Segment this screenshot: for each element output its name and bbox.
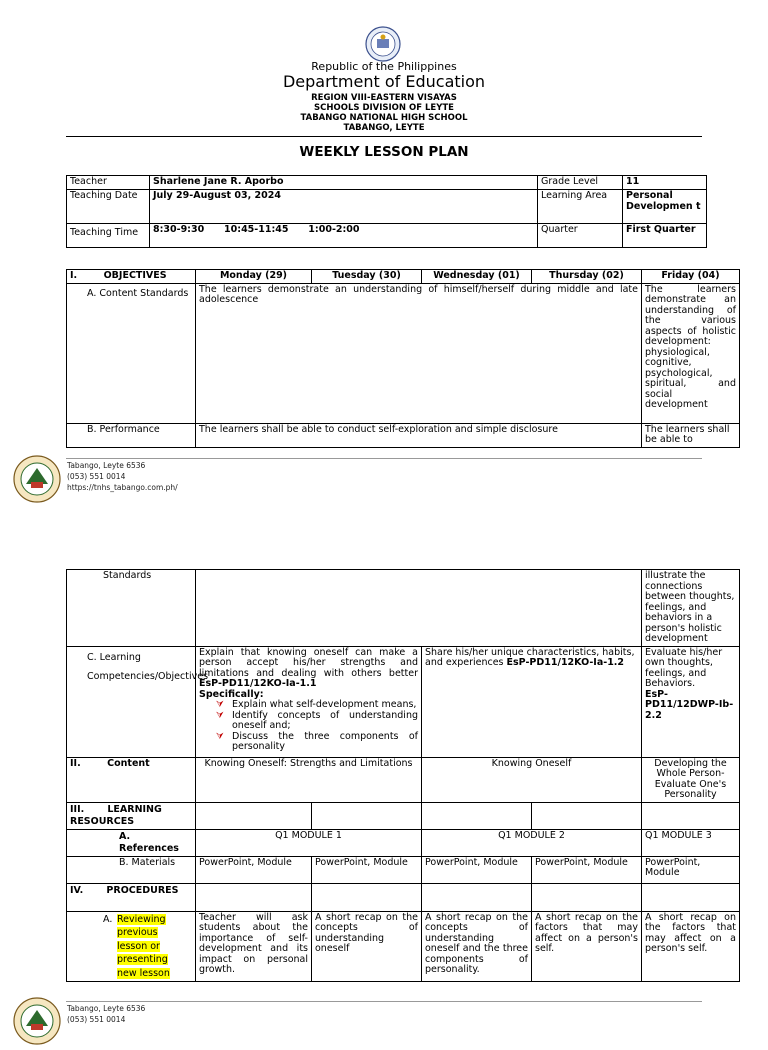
area-label: Learning Area	[538, 190, 623, 224]
area-value: Personal Developmen t	[623, 190, 707, 224]
resources-thu	[532, 802, 642, 829]
department-title: Department of Education	[282, 72, 486, 91]
doc-title: WEEKLY LESSON PLAN	[299, 144, 469, 160]
materials-wed: PowerPoint, Module	[422, 856, 532, 883]
col-monday: Monday (29)	[196, 270, 312, 284]
procedures-thu	[532, 883, 642, 911]
objectives-table	[66, 269, 740, 448]
info-table	[66, 175, 707, 248]
content-standards-fri: The learners demonstrate an understanding of the various aspects of holistic development: physiological, cognitive, psychological, spiritual, and social development	[642, 283, 740, 423]
procedures-wed	[422, 883, 532, 911]
footer-divider	[66, 458, 702, 459]
competencies-fri	[642, 646, 740, 757]
reviewing-thu: A short recap on the factors that may affect on a person's self.	[532, 911, 642, 982]
objective-bullet-1: Explain what self-development means,	[232, 699, 417, 710]
resources-tue	[312, 802, 422, 829]
footer-address: Tabango, Leyte 6536	[67, 461, 146, 470]
references-wed-thu: Q1 MODULE 2	[422, 829, 642, 856]
materials-fri: PowerPoint, Module	[642, 856, 740, 883]
objective-bullet-3: Discuss the three components of personality	[232, 730, 418, 752]
content-label: II. Content	[67, 757, 196, 802]
col-thursday: Thursday (02)	[532, 270, 642, 284]
competencies-wed-thu	[422, 646, 642, 757]
teacher-label: Teacher	[67, 176, 150, 190]
references-fri: Q1 MODULE 3	[642, 829, 740, 856]
reviewing-wed: A short recap on the concepts of understanding oneself and the three components of personality.	[422, 911, 532, 982]
competencies-wed-thu-text: Share his/her unique characteristics, habits, and experiences	[425, 646, 635, 668]
references-mon-tue: Q1 MODULE 1	[196, 829, 422, 856]
quarter-label: Quarter	[538, 224, 623, 248]
competencies-code-2: EsP-PD11/12KO-Ia-1.2	[506, 657, 625, 668]
performance-mon-thu-cont	[196, 570, 642, 647]
performance-mon-thu: The learners shall be able to conduct self-exploration and simple disclosure	[196, 423, 642, 447]
reviewing-lesson-text: Reviewing previous lesson or presenting new lesson	[117, 913, 170, 979]
performance-fri-cont: illustrate the connections between thoughts, feelings, and behaviors in a person's holistic development	[642, 570, 740, 647]
school-text: TABANGO NATIONAL HIGH SCHOOL	[300, 113, 468, 123]
region-text: REGION VIII-EASTERN VISAYAS	[311, 93, 457, 103]
content-standards-mon-thu: The learners demonstrate an understanding of himself/herself during middle and late adolescence	[196, 283, 642, 423]
objective-bullet-2: Identify concepts of understanding oneself and;	[232, 709, 418, 731]
col-objectives: I. OBJECTIVES	[67, 270, 196, 284]
procedures-mon	[196, 883, 312, 911]
materials-mon: PowerPoint, Module	[196, 856, 312, 883]
reviewing-tue: A short recap on the concepts of understanding oneself	[312, 911, 422, 982]
town-text: TABANGO, LEYTE	[343, 123, 425, 133]
competencies-fri-text: Evaluate his/her own thoughts, feelings, and Behaviors.	[645, 646, 723, 689]
teacher-value: Sharlene Jane R. Aporbo	[150, 176, 538, 190]
competencies-code-3: EsP-PD11/12DWP-Ib-2.2	[645, 688, 734, 721]
col-tuesday: Tuesday (30)	[312, 270, 422, 284]
arrow-bullet-icon: ⮛	[216, 710, 224, 721]
reviewing-lesson-label	[67, 911, 196, 982]
time-label: Teaching Time	[67, 224, 150, 248]
content-fri: Developing the Whole Person- Evaluate One's Personality	[642, 757, 740, 802]
footer-address-2: Tabango, Leyte 6536	[67, 1004, 146, 1013]
procedures-label: IV. PROCEDURES	[67, 883, 196, 911]
materials-thu: PowerPoint, Module	[532, 856, 642, 883]
school-seal-icon	[12, 996, 62, 1046]
competencies-mon-tue	[196, 646, 422, 757]
header-divider	[66, 136, 702, 137]
procedures-fri	[642, 883, 740, 911]
performance-fri: The learners shall be able to	[642, 423, 740, 447]
materials-label: B. Materials	[67, 856, 196, 883]
republic-text: Republic of the Philippines	[311, 60, 457, 73]
lesson-plan-table	[66, 569, 740, 982]
references-label: A. References	[67, 829, 196, 856]
performance-label: B. Performance	[67, 423, 196, 447]
footer-website[interactable]: https://tnhs_tabango.com.ph/	[67, 483, 178, 492]
content-standards-label: A. Content Standards	[67, 283, 196, 423]
grade-value: 11	[623, 176, 707, 190]
arrow-bullet-icon: ⮛	[216, 731, 224, 742]
deped-seal-icon	[365, 26, 401, 62]
col-wednesday: Wednesday (01)	[422, 270, 532, 284]
date-value: July 29-August 03, 2024	[150, 190, 538, 224]
col-friday: Friday (04)	[642, 270, 740, 284]
division-text: SCHOOLS DIVISION OF LEYTE	[314, 103, 454, 113]
quarter-value: First Quarter	[623, 224, 707, 248]
date-label: Teaching Date	[67, 190, 150, 224]
competencies-label: C. Learning Competencies/Objectives	[67, 646, 196, 757]
arrow-bullet-icon: ⮛	[216, 700, 224, 710]
competencies-intro: Explain that knowing oneself can make a person accept his/her strengths and limitations and dealing with others better	[199, 646, 418, 679]
footer-phone: (053) 551 0014	[67, 472, 126, 481]
time-value: 8:30-9:30 10:45-11:45 1:00-2:00	[150, 224, 538, 248]
specifically-label: Specifically:	[199, 688, 264, 700]
reviewing-mon: Teacher will ask students about the importance of self-development and its impact on personal growth.	[196, 911, 312, 982]
resources-mon	[196, 802, 312, 829]
learning-resources-label: III. LEARNING RESOURCES	[67, 802, 196, 829]
grade-label: Grade Level	[538, 176, 623, 190]
performance-label-cont: Standards	[67, 570, 196, 647]
content-mon-tue: Knowing Oneself: Strengths and Limitations	[196, 757, 422, 802]
content-wed-thu: Knowing Oneself	[422, 757, 642, 802]
resources-wed	[422, 802, 532, 829]
competencies-code-1: EsP-PD11/12KO-Ia-1.1	[199, 678, 317, 689]
procedures-tue	[312, 883, 422, 911]
footer-phone-2: (053) 551 0014	[67, 1015, 126, 1024]
reviewing-prefix: A.	[103, 913, 113, 925]
materials-tue: PowerPoint, Module	[312, 856, 422, 883]
resources-fri	[642, 802, 740, 829]
footer-divider-2	[66, 1001, 702, 1002]
school-seal-icon	[12, 454, 62, 504]
reviewing-fri: A short recap on the factors that may affect on a person's self.	[642, 911, 740, 982]
